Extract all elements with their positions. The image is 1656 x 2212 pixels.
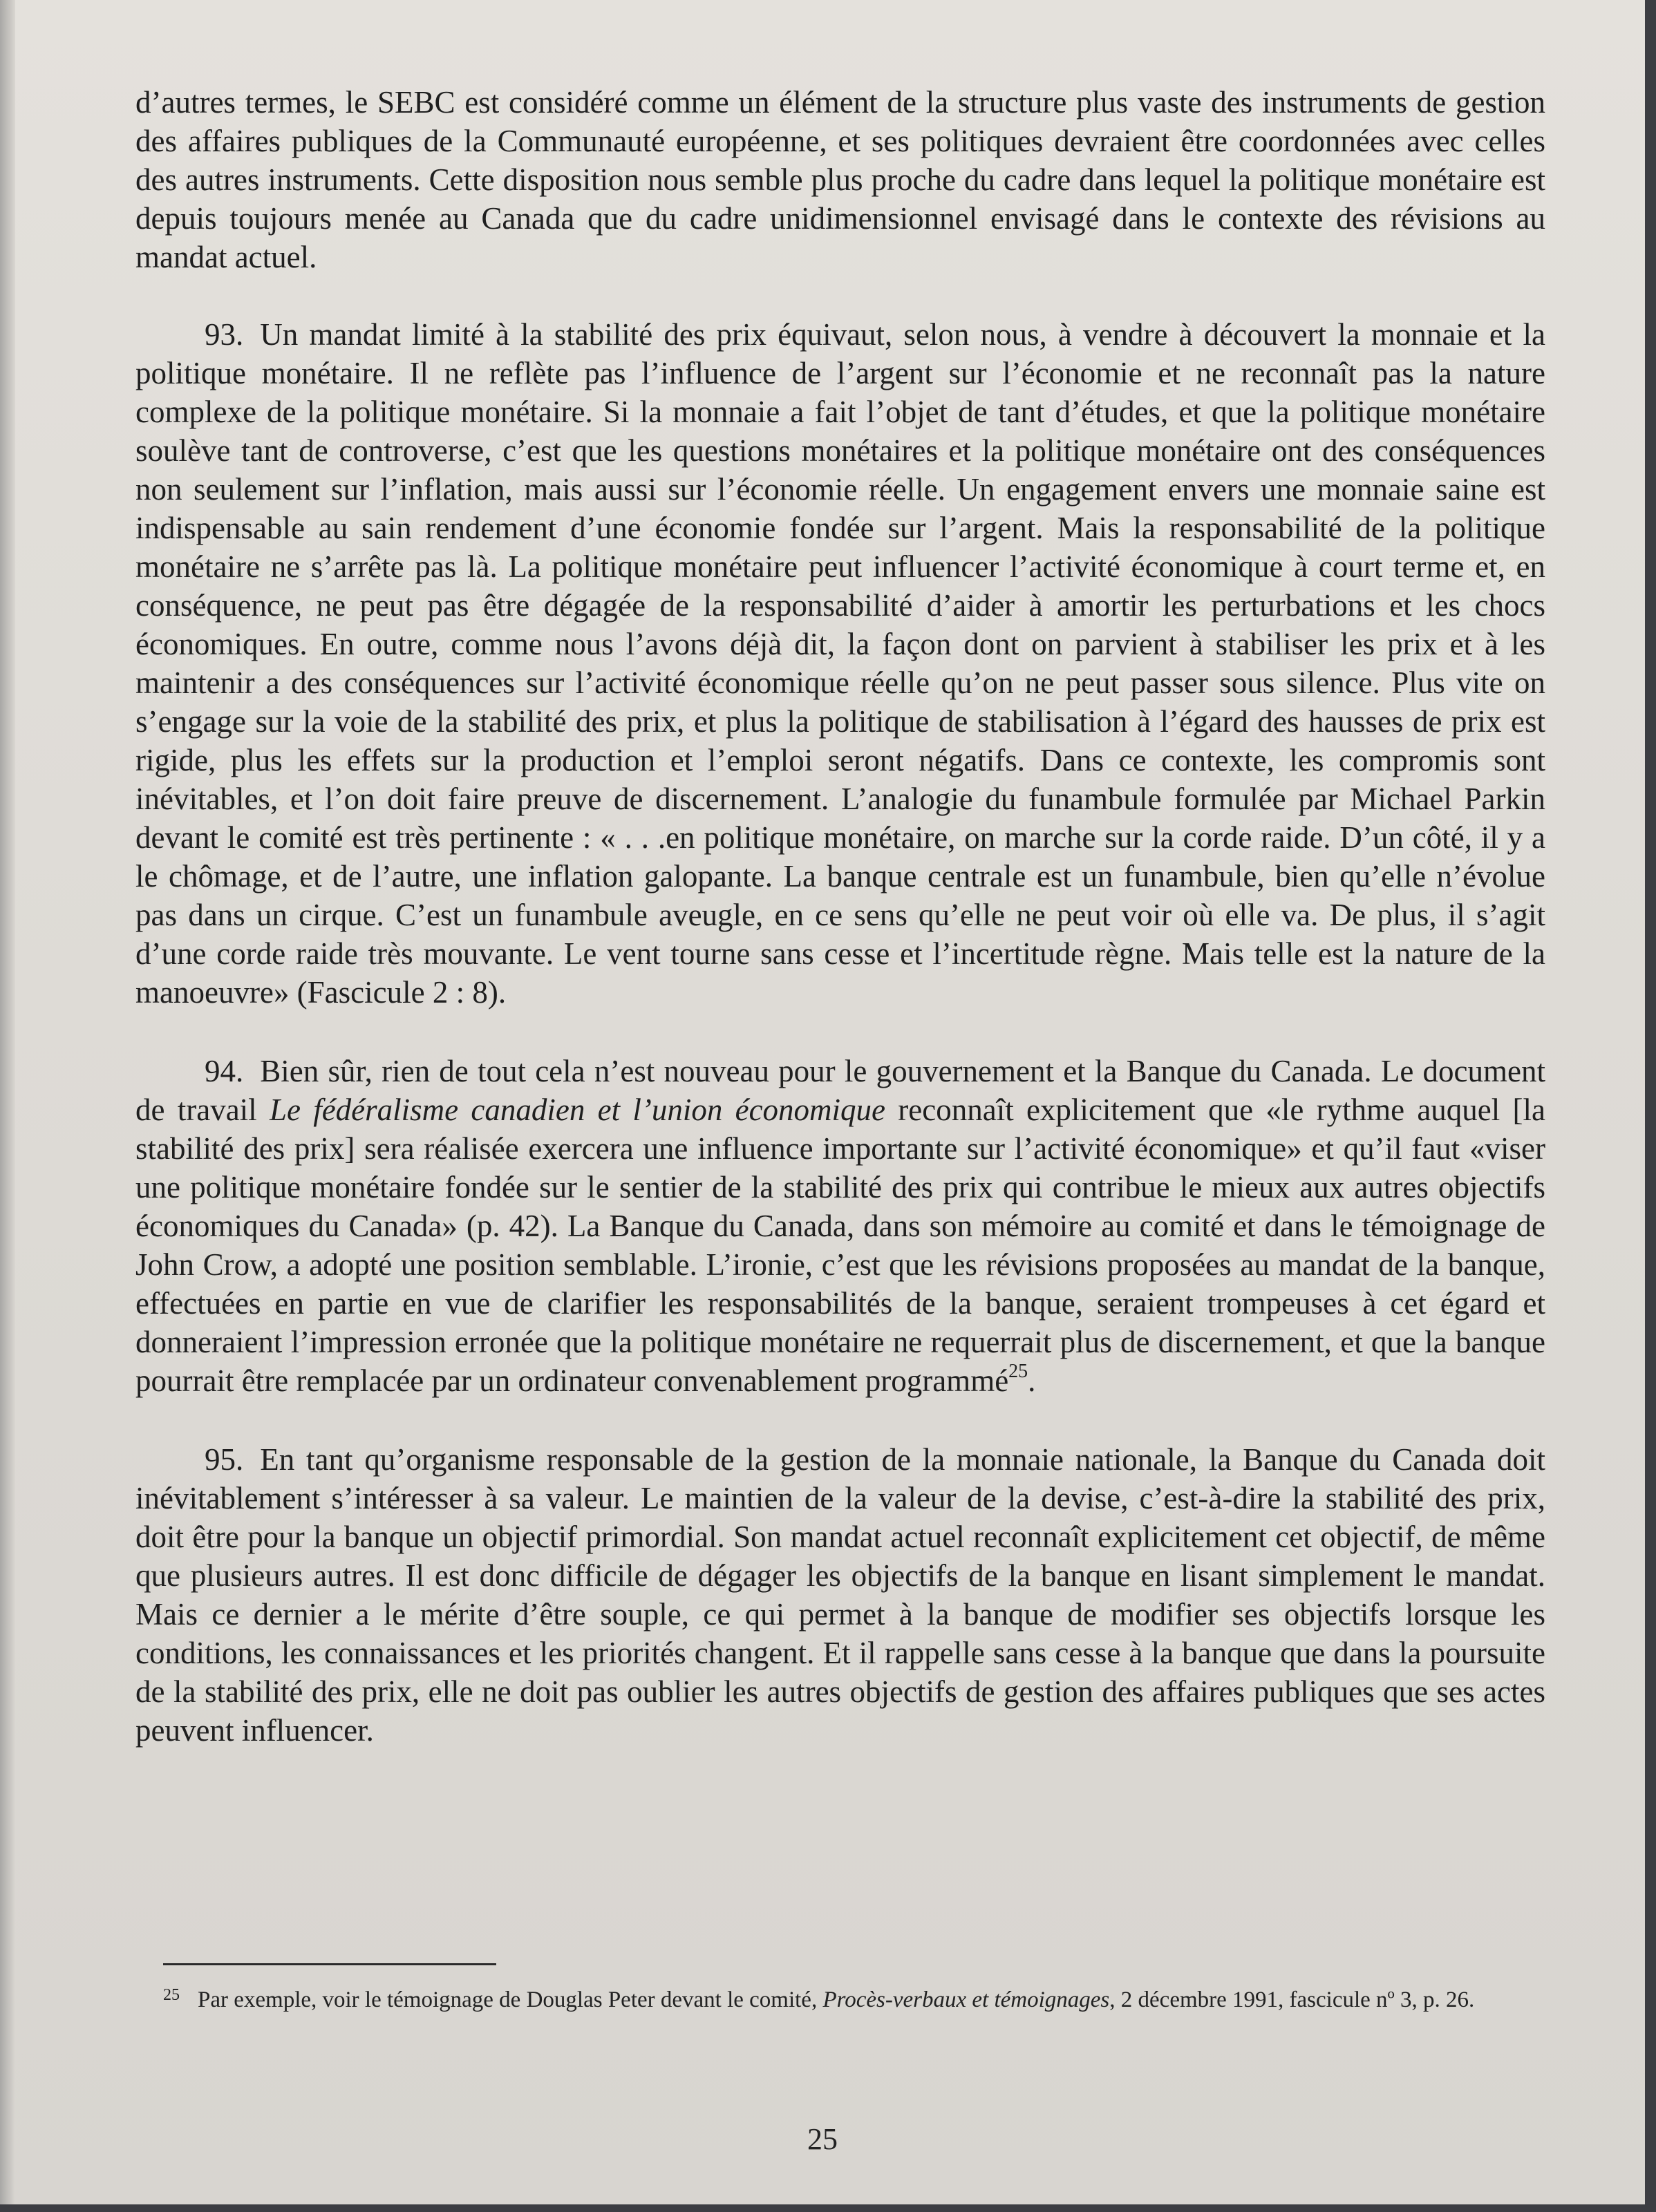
paragraph-text: Bien sûr, rien de tout cela n’est nouveau pour le gouvernement et la Banque du Canada. Le document de travail	[135, 1054, 1545, 1127]
document-title: Le fédéralisme canadien et l’union économique	[269, 1093, 886, 1127]
footnote-divider	[163, 1963, 496, 1965]
paragraph-94	[135, 1052, 1545, 1400]
body-text	[135, 83, 1545, 1790]
footnote-text	[198, 1987, 1474, 2012]
footnote-text-a: Par exemple, voir le témoignage de Douglas Peter devant le comité,	[198, 1987, 823, 2012]
paragraph-number: 95.	[205, 1442, 244, 1477]
footnote-text-b: , 2 décembre 1991, fascicule nº 3, p. 26.	[1109, 1987, 1475, 2012]
paragraph-number: 94.	[205, 1054, 244, 1088]
paragraph-95	[135, 1440, 1545, 1750]
footnote-reference[interactable]: 25	[1008, 1361, 1028, 1382]
paragraph-text: Un mandat limité à la stabilité des prix équivaut, selon nous, à vendre à découvert la monnaie et la politique monétaire. Il ne reflète pas l’influence de l’argent sur l’économie et ne reconnaît pas la nature complexe de la politique monétaire. Si la monnaie a fait l’objet de tant d’études, et que la politique monétaire soulève tant de controverse, c’est que les questions monétaires et la politique monétaire ont des conséquences non seulement sur l’inflation, mais aussi sur l’économie réelle. Un engagement envers une monnaie saine est indispensable au sain rendement d’une économie fondée sur l’argent. Mais la responsabilité de la politique monétaire ne s’arrête pas là. La politique monétaire peut influencer l’activité économique à court terme et, en conséquence, ne peut pas être dégagée de la responsabilité d’aider à amortir les perturbations et les chocs économiques. En outre, comme nous l’avons déjà dit, la façon dont on parvient à stabiliser les prix et à les maintenir a des conséquences sur l’activité économique réelle qu’on ne peut passer sous silence. Plus vite on s’engage sur la voie de la stabilité des prix, et plus la politique de stabilisation à l’égard des hausses de prix est rigide, plus les effets sur la production et l’emploi seront négatifs. Dans ce contexte, les compromis sont inévitables, et l’on doit faire preuve de discernement. L’analogie du funambule formulée par Michael Parkin devant le comité est très pertinente : « . . .en politique monétaire, on marche sur la corde raide. D’un côté, il y a le chômage, et de l’autre, une inflation galopante. La banque centrale est un funambule, bien qu’elle n’évolue pas dans un cirque. C’est un funambule aveugle, en ce sens qu’elle ne peut voir où elle va. De plus, il s’agit d’une corde raide très mouvante. Le vent tourne sans cesse et l’incertitude règne. Mais telle est la nature de la manoeuvre» (Fascicule 2 : 8).	[135, 317, 1545, 1010]
paragraph-text: En tant qu’organisme responsable de la gestion de la monnaie nationale, la Banque du Canada doit inévitablement s’intéresser à sa valeur. Le maintien de la valeur de la devise, c’est-à-dire la stabilité des prix, doit être pour la banque un objectif primordial. Son mandat actuel reconnaît explicitement cet objectif, de même que plusieurs autres. Il est donc difficile de dégager les objectifs de la banque en lisant simplement le mandat. Mais ce dernier a le mérite d’être souple, ce qui permet à la banque de modifier ses objectifs lorsque les conditions, les connaissances et les priorités changent. Et il rappelle sans cesse à la banque que dans la poursuite de la stabilité des prix, elle ne doit pas oublier les autres objectifs de gestion des affaires publiques que ses actes peuvent influencer.	[135, 1442, 1545, 1748]
paragraph-93	[135, 315, 1545, 1012]
page-binding-shadow	[0, 0, 15, 2204]
footnote	[163, 1981, 1539, 2014]
paragraph-number: 93.	[205, 317, 244, 352]
footnote-mark: 25	[163, 1986, 180, 2004]
paragraph-continuation	[135, 83, 1545, 276]
paragraph-text-end: .	[1028, 1363, 1036, 1398]
footnote-source-title: Procès-verbaux et témoignages	[822, 1987, 1110, 2012]
paragraph-text: reconnaît explicitement que «le rythme auquel [la stabilité des prix] sera réalisée exercera une influence importante sur l’activité économique» et qu’il faut «viser une politique monétaire fondée sur le sentier de la stabilité des prix qui contribue le mieux aux autres objectifs économiques du Canada» (p. 42). La Banque du Canada, dans son mémoire au comité et dans le témoignage de John Crow, a adopté une position semblable. L’ironie, c’est que les révisions proposées au mandat de la banque, effectuées en partie en vue de clarifier les responsabilités de la banque, seraient trompeuses à cet égard et donneraient l’impression erronée que la politique monétaire ne requerrait plus de discernement, et que la banque pourrait être remplacée par un ordinateur convenablement programmé	[135, 1093, 1545, 1398]
page-number: 25	[807, 2122, 838, 2156]
paragraph-text: d’autres termes, le SEBC est considéré comme un élément de la structure plus vaste des instruments de gestion des affaires publiques de la Communauté européenne, et ses politiques devraient être coordonnées avec celles des autres instruments. Cette disposition nous semble plus proche du cadre dans lequel la politique monétaire est depuis toujours menée au Canada que du cadre unidimensionnel envisagé dans le contexte des révisions au mandat actuel.	[135, 85, 1545, 274]
